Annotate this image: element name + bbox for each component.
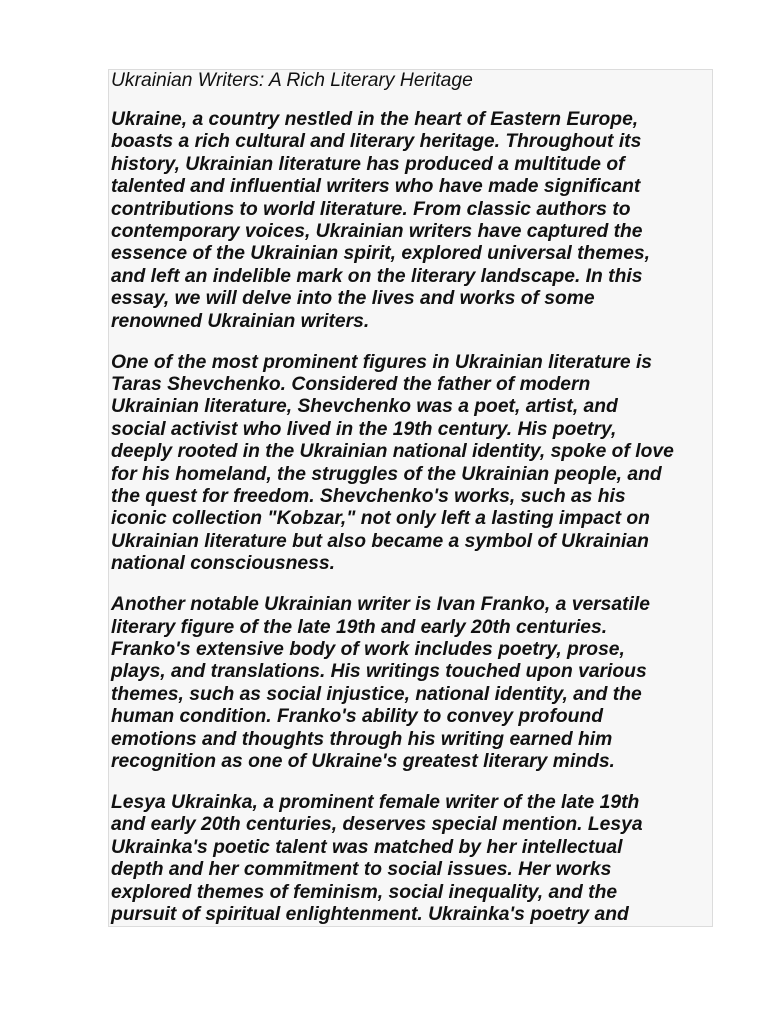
text-line: Taras Shevchenko. Considered the father of modern — [111, 373, 591, 395]
text-line: explored themes of feminism, social inequality, and the — [111, 881, 618, 903]
text-line: and early 20th centuries, deserves special mention. Lesya — [111, 814, 643, 836]
text-line: Ukrainian literature, Shevchenko was a poet, artist, and — [111, 396, 618, 418]
text-line: renowned Ukrainian writers. — [111, 310, 370, 332]
text-line: depth and her commitment to social issues. Her works — [111, 859, 612, 881]
paragraph-franko — [111, 594, 713, 773]
text-line: Another notable Ukrainian writer is Ivan Franko, a versatile — [111, 594, 650, 616]
paragraph-introduction — [111, 109, 713, 333]
paragraph-shevchenko — [111, 352, 713, 576]
text-line: Franko's extensive body of work includes poetry, prose, — [111, 638, 625, 660]
text-line: contemporary voices, Ukrainian writers have captured the — [111, 221, 643, 243]
text-line: iconic collection "Kobzar," not only left a lasting impact on — [111, 508, 650, 530]
text-line: Ukraine, a country nestled in the heart of Eastern Europe, — [111, 109, 639, 130]
text-line: social activist who lived in the 19th century. His poetry, — [111, 418, 617, 440]
text-line: Ukrainka's poetic talent was matched by her intellectual — [111, 836, 623, 858]
text-line: literary figure of the late 19th and early 20th centuries. — [111, 616, 608, 638]
text-line: deeply rooted in the Ukrainian national identity, spoke of love — [111, 441, 674, 463]
text-line: pursuit of spiritual enlightenment. Ukrainka's poetry and — [111, 903, 629, 925]
text-line: One of the most prominent figures in Ukrainian literature is — [111, 351, 653, 373]
text-line: history, Ukrainian literature has produced a multitude of — [111, 153, 625, 175]
document-text-block — [108, 69, 713, 927]
text-line: essence of the Ukrainian spirit, explored universal themes, — [111, 243, 650, 265]
text-line: contributions to world literature. From classic authors to — [111, 198, 631, 220]
text-line: talented and influential writers who have made significant — [111, 176, 641, 198]
text-line: human condition. Franko's ability to convey profound — [111, 706, 603, 728]
text-line: essay, we will delve into the lives and works of some — [111, 288, 595, 310]
text-line: for his homeland, the struggles of the Ukrainian people, and — [111, 463, 662, 485]
text-line: Ukrainian literature but also became a symbol of Ukrainian — [111, 530, 649, 552]
text-line: Lesya Ukrainka, a prominent female writer of the late 19th — [111, 791, 640, 813]
text-line: plays, and translations. His writings touched upon various — [111, 661, 647, 683]
paragraph-ukrainka — [111, 792, 713, 926]
text-line: emotions and thoughts through his writing earned him — [111, 728, 613, 750]
text-line: boasts a rich cultural and literary heritage. Throughout its — [111, 131, 642, 153]
text-line: recognition as one of Ukraine's greatest literary minds. — [111, 750, 615, 772]
document-title: Ukrainian Writers: A Rich Literary Heritage — [111, 70, 473, 91]
text-line: and left an indelible mark on the literary landscape. In this — [111, 265, 643, 287]
text-line: themes, such as social injustice, national identity, and the — [111, 683, 642, 705]
text-line: national consciousness. — [111, 553, 335, 575]
text-line: the quest for freedom. Shevchenko's works, such as his — [111, 486, 626, 507]
